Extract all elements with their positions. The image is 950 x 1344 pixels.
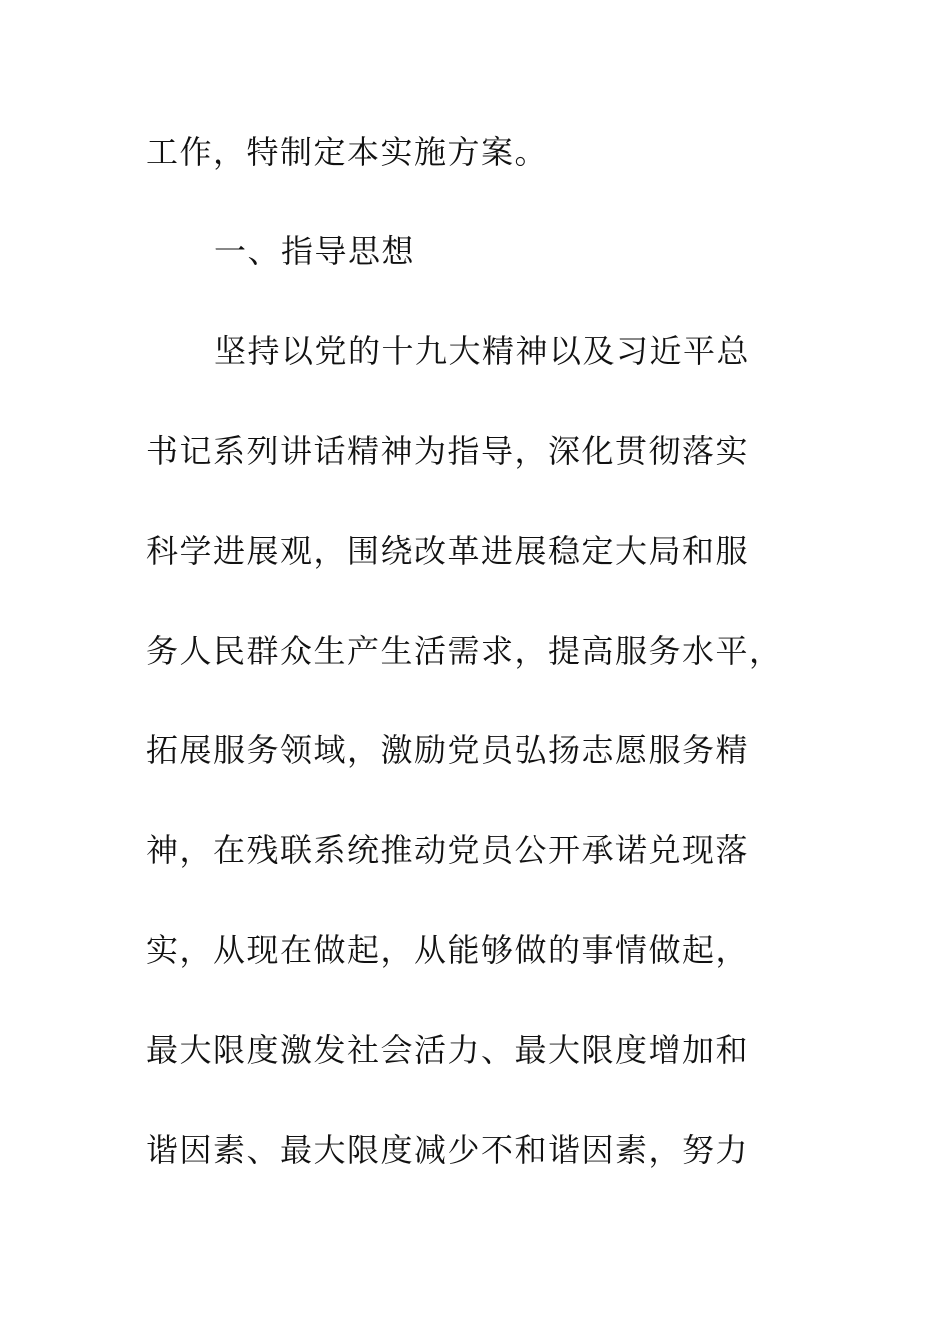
paragraph-line: 工作，特制定本实施方案。	[146, 133, 549, 171]
section-heading: 一、指导思想	[214, 232, 416, 270]
paragraph-line: 实，从现在做起，从能够做的事情做起，	[146, 931, 750, 969]
paragraph-line: 拓展服务领域，激励党员弘扬志愿服务精	[146, 731, 750, 769]
paragraph-line: 务人民群众生产生活需求，提高服务水平，	[146, 632, 783, 670]
paragraph-line: 神，在残联系统推动党员公开承诺兑现落	[146, 831, 750, 869]
paragraph-line: 坚持以党的十九大精神以及习近平总	[214, 332, 751, 370]
paragraph-line: 书记系列讲话精神为指导，深化贯彻落实	[146, 432, 750, 470]
paragraph-line: 最大限度激发社会活力、最大限度增加和	[146, 1031, 750, 1069]
paragraph-line: 科学进展观，围绕改革进展稳定大局和服	[146, 532, 750, 570]
paragraph-line: 谐因素、最大限度减少不和谐因素，努力	[146, 1131, 750, 1169]
